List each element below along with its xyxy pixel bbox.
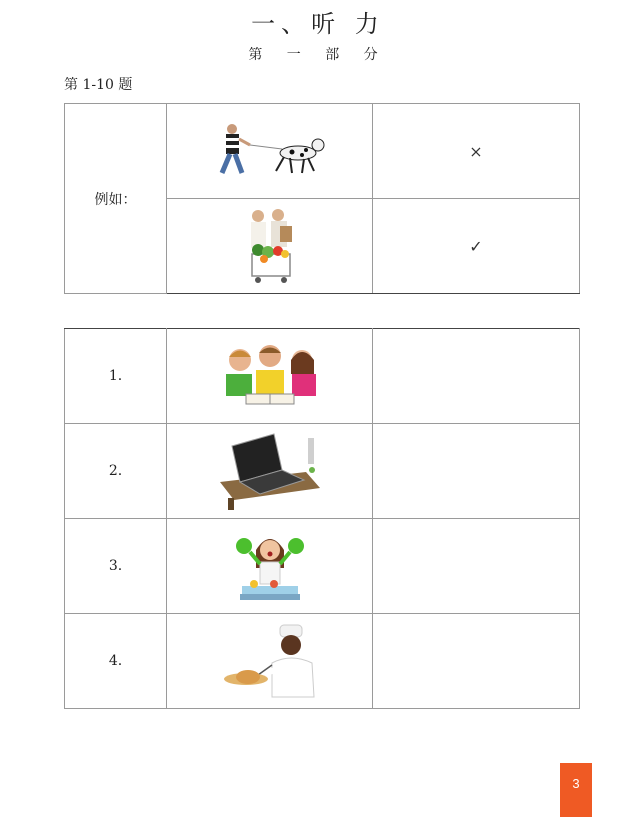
question-number: 2. <box>65 424 167 519</box>
question-number: 1. <box>65 329 167 424</box>
question-number: 4. <box>65 614 167 709</box>
question-image-cell <box>167 424 373 519</box>
chef-with-bread-image <box>220 623 320 699</box>
answer-cell[interactable] <box>373 614 580 709</box>
section-subtitle: 第 一 部 分 <box>248 47 388 63</box>
example-mark-check: ✓ <box>373 199 580 294</box>
man-walking-dog-image <box>210 121 330 181</box>
laptop-on-desk-image <box>220 432 320 510</box>
question-row <box>65 329 580 424</box>
question-row <box>65 424 580 519</box>
example-row <box>65 104 580 199</box>
question-image-cell <box>167 329 373 424</box>
question-row <box>65 519 580 614</box>
girl-green-gloves-image <box>230 528 310 604</box>
example-image-cell <box>167 199 373 294</box>
question-row <box>65 614 580 709</box>
example-label: 例如： <box>65 104 167 294</box>
children-reading-book-image <box>220 344 320 408</box>
example-mark-cross: × <box>373 104 580 199</box>
section-title: 一、听 力 <box>251 10 385 38</box>
example-table <box>64 103 580 294</box>
question-number: 3. <box>65 519 167 614</box>
question-image-cell <box>167 614 373 709</box>
answer-cell[interactable] <box>373 519 580 614</box>
question-range: 第 1-10 题 <box>64 77 133 93</box>
family-shopping-cart-image <box>240 206 300 286</box>
question-image-cell <box>167 519 373 614</box>
questions-table <box>64 328 580 709</box>
page-number: 3 <box>560 763 592 817</box>
answer-cell[interactable] <box>373 424 580 519</box>
answer-cell[interactable] <box>373 329 580 424</box>
example-image-cell <box>167 104 373 199</box>
